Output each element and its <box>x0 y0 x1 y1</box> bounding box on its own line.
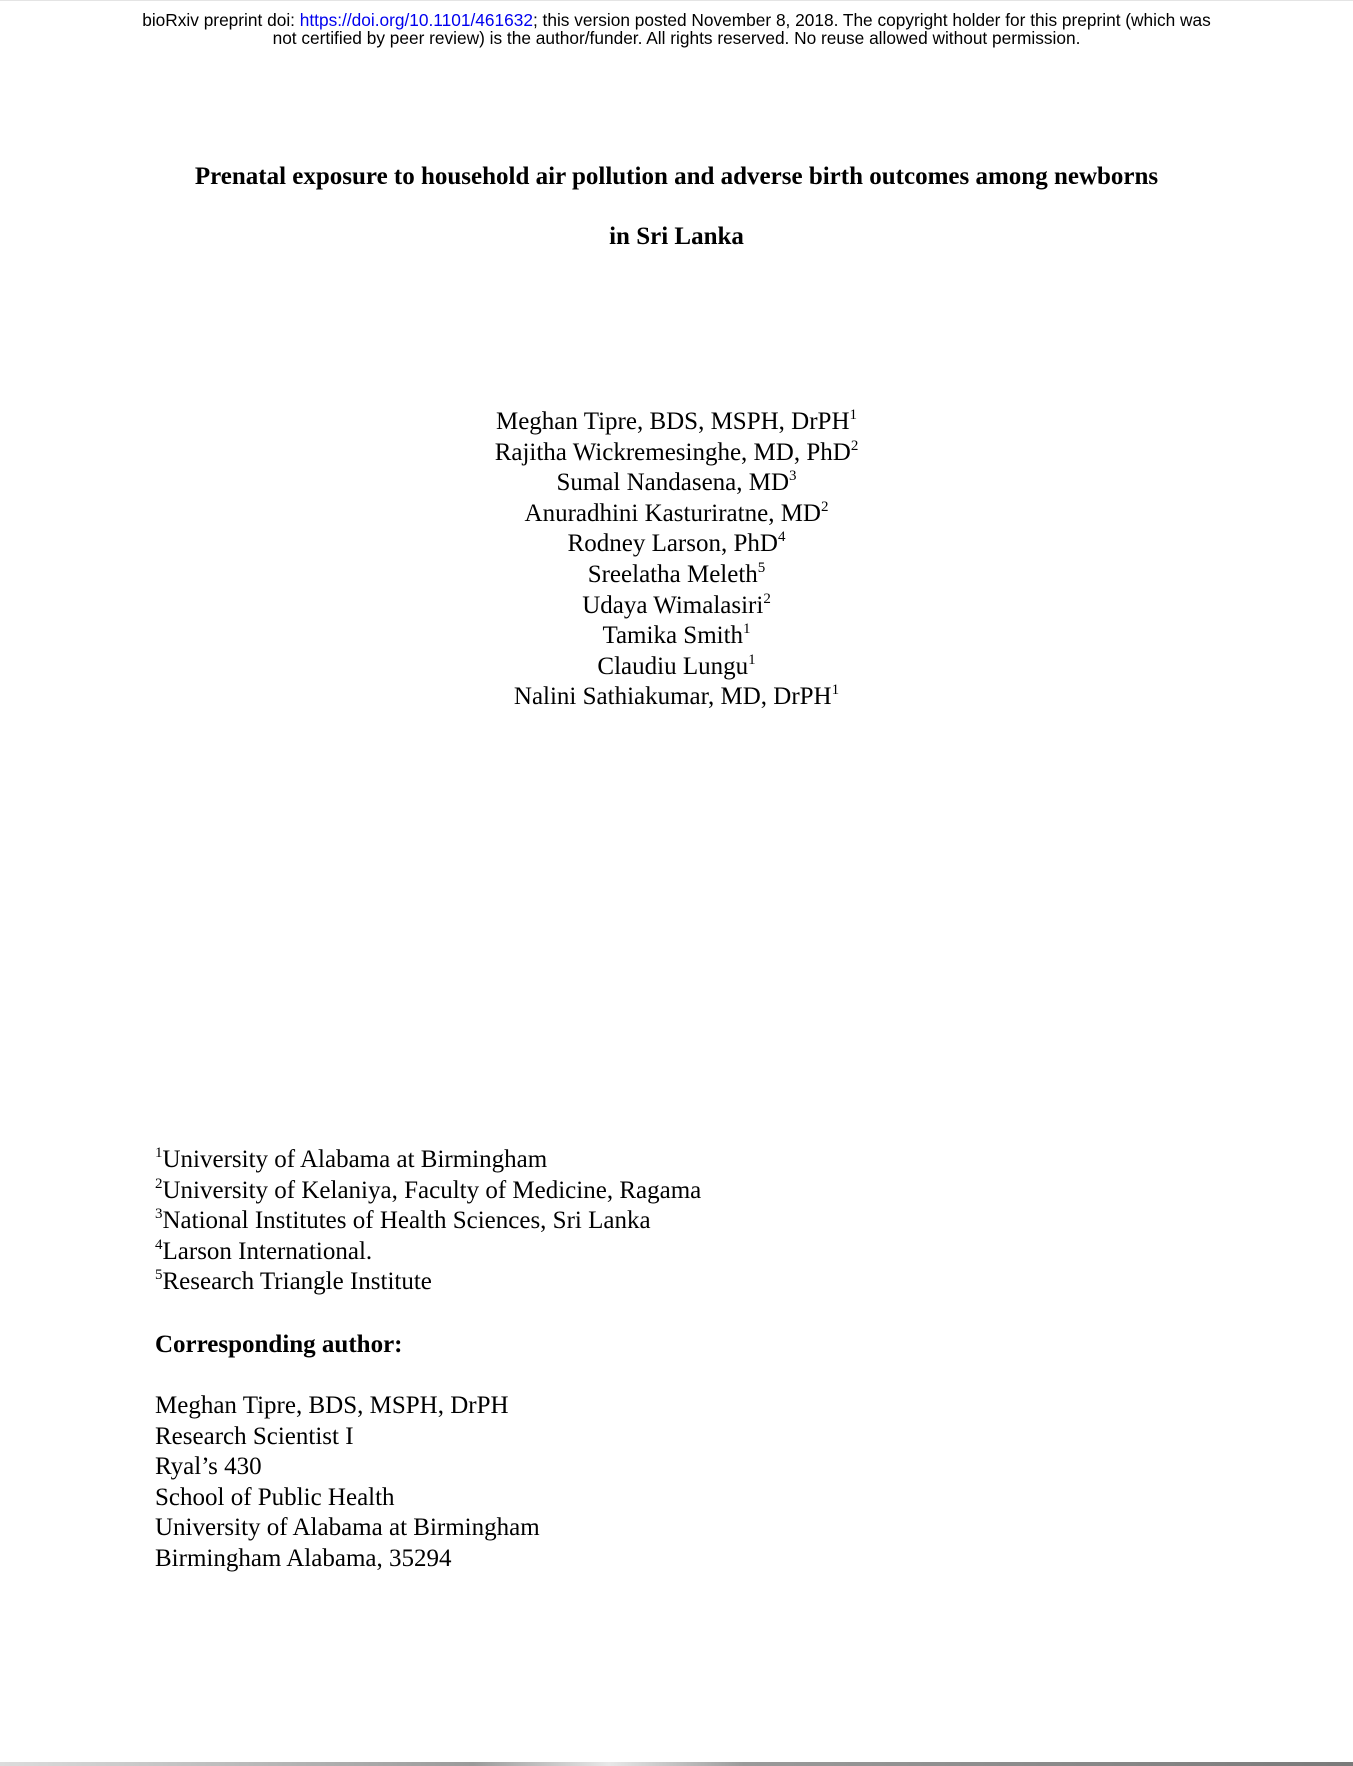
author-name: Sumal Nandasena, MD <box>556 469 790 497</box>
affiliation-text: Larson International. <box>162 1237 373 1265</box>
author <box>0 499 1353 530</box>
header-prefix: bioRxiv preprint doi: <box>142 10 300 30</box>
corresponding-author-heading: Corresponding author: <box>155 1331 403 1358</box>
author-name: Sreelatha Meleth <box>587 560 758 588</box>
author <box>0 438 1353 469</box>
author <box>0 652 1353 683</box>
affiliation-list <box>155 1145 701 1298</box>
affiliation-text: University of Kelaniya, Faculty of Medicine, Ragama <box>162 1176 702 1204</box>
header-line-2: not certified by peer review) is the author/funder. All rights reserved. No reuse allowed without permission. <box>272 28 1081 48</box>
affiliation <box>155 1206 701 1237</box>
author-affiliation-mark: 2 <box>763 590 771 607</box>
author-affiliation-mark: 5 <box>757 559 766 576</box>
header-suffix: ; this version posted November 8, 2018. The copyright holder for this preprint (which was <box>532 10 1211 30</box>
author-list <box>0 407 1353 713</box>
affiliation <box>155 1237 701 1268</box>
top-border <box>0 0 1353 1</box>
doi-link[interactable]: https://doi.org/10.1101/461632 <box>299 10 533 30</box>
address-line: Meghan Tipre, BDS, MSPH, DrPH <box>155 1392 509 1419</box>
author-name: Meghan Tipre, BDS, MSPH, DrPH <box>495 408 850 435</box>
author-affiliation-mark: 2 <box>820 498 829 515</box>
author-affiliation-mark: 1 <box>748 651 756 668</box>
affiliation-text: Research Triangle Institute <box>162 1268 432 1296</box>
affiliation <box>155 1145 701 1176</box>
affiliation-mark: 1 <box>155 1145 163 1161</box>
author-name: Anuradhini Kasturiratne, MD <box>524 499 821 527</box>
author <box>0 682 1353 713</box>
affiliation <box>155 1176 701 1207</box>
author <box>0 468 1353 499</box>
author-affiliation-mark: 2 <box>850 437 859 454</box>
author-affiliation-mark: 4 <box>777 529 786 546</box>
author <box>0 560 1353 591</box>
author-name: Rajitha Wickremesinghe, MD, PhD <box>494 438 851 466</box>
author-affiliation-mark: 3 <box>789 468 797 485</box>
author-name: Rodney Larson, PhD <box>567 530 778 558</box>
author-name: Nalini Sathiakumar, MD, DrPH <box>513 683 832 711</box>
paper-title-line-1: Prenatal exposure to household air pollution and adverse birth outcomes among newborns <box>194 163 1159 190</box>
affiliation <box>155 1267 701 1298</box>
author-affiliation-mark: 1 <box>743 621 751 638</box>
address-line: University of Alabama at Birmingham <box>155 1514 540 1542</box>
affiliation-mark: 3 <box>155 1206 163 1223</box>
page-bottom-edge <box>0 1762 1353 1766</box>
header-line-1 <box>0 11 1353 29</box>
author <box>0 407 1353 438</box>
affiliation-mark: 4 <box>155 1236 163 1253</box>
affiliation-mark: 2 <box>155 1175 163 1192</box>
author <box>0 591 1353 622</box>
address-line: Research Scientist I <box>155 1422 354 1450</box>
author-affiliation-mark: 1 <box>849 407 858 423</box>
preprint-header <box>0 11 1353 47</box>
author-name: Claudiu Lungu <box>597 652 749 680</box>
address-line: Birmingham Alabama, 35294 <box>155 1544 452 1572</box>
address-line: School of Public Health <box>155 1483 395 1511</box>
affiliation-text: National Institutes of Health Sciences, Sri Lanka <box>162 1207 651 1235</box>
author-name: Udaya Wimalasiri <box>582 591 764 619</box>
author <box>0 621 1353 652</box>
corresponding-author-address <box>155 1391 540 1575</box>
author-name: Tamika Smith <box>602 622 744 650</box>
affiliation-mark: 5 <box>155 1267 163 1284</box>
author-affiliation-mark: 1 <box>831 682 840 699</box>
affiliation-text: University of Alabama at Birmingham <box>162 1146 548 1173</box>
address-line: Ryal’s 430 <box>155 1453 262 1481</box>
author <box>0 529 1353 560</box>
paper-title-line-2: in Sri Lanka <box>609 223 744 250</box>
